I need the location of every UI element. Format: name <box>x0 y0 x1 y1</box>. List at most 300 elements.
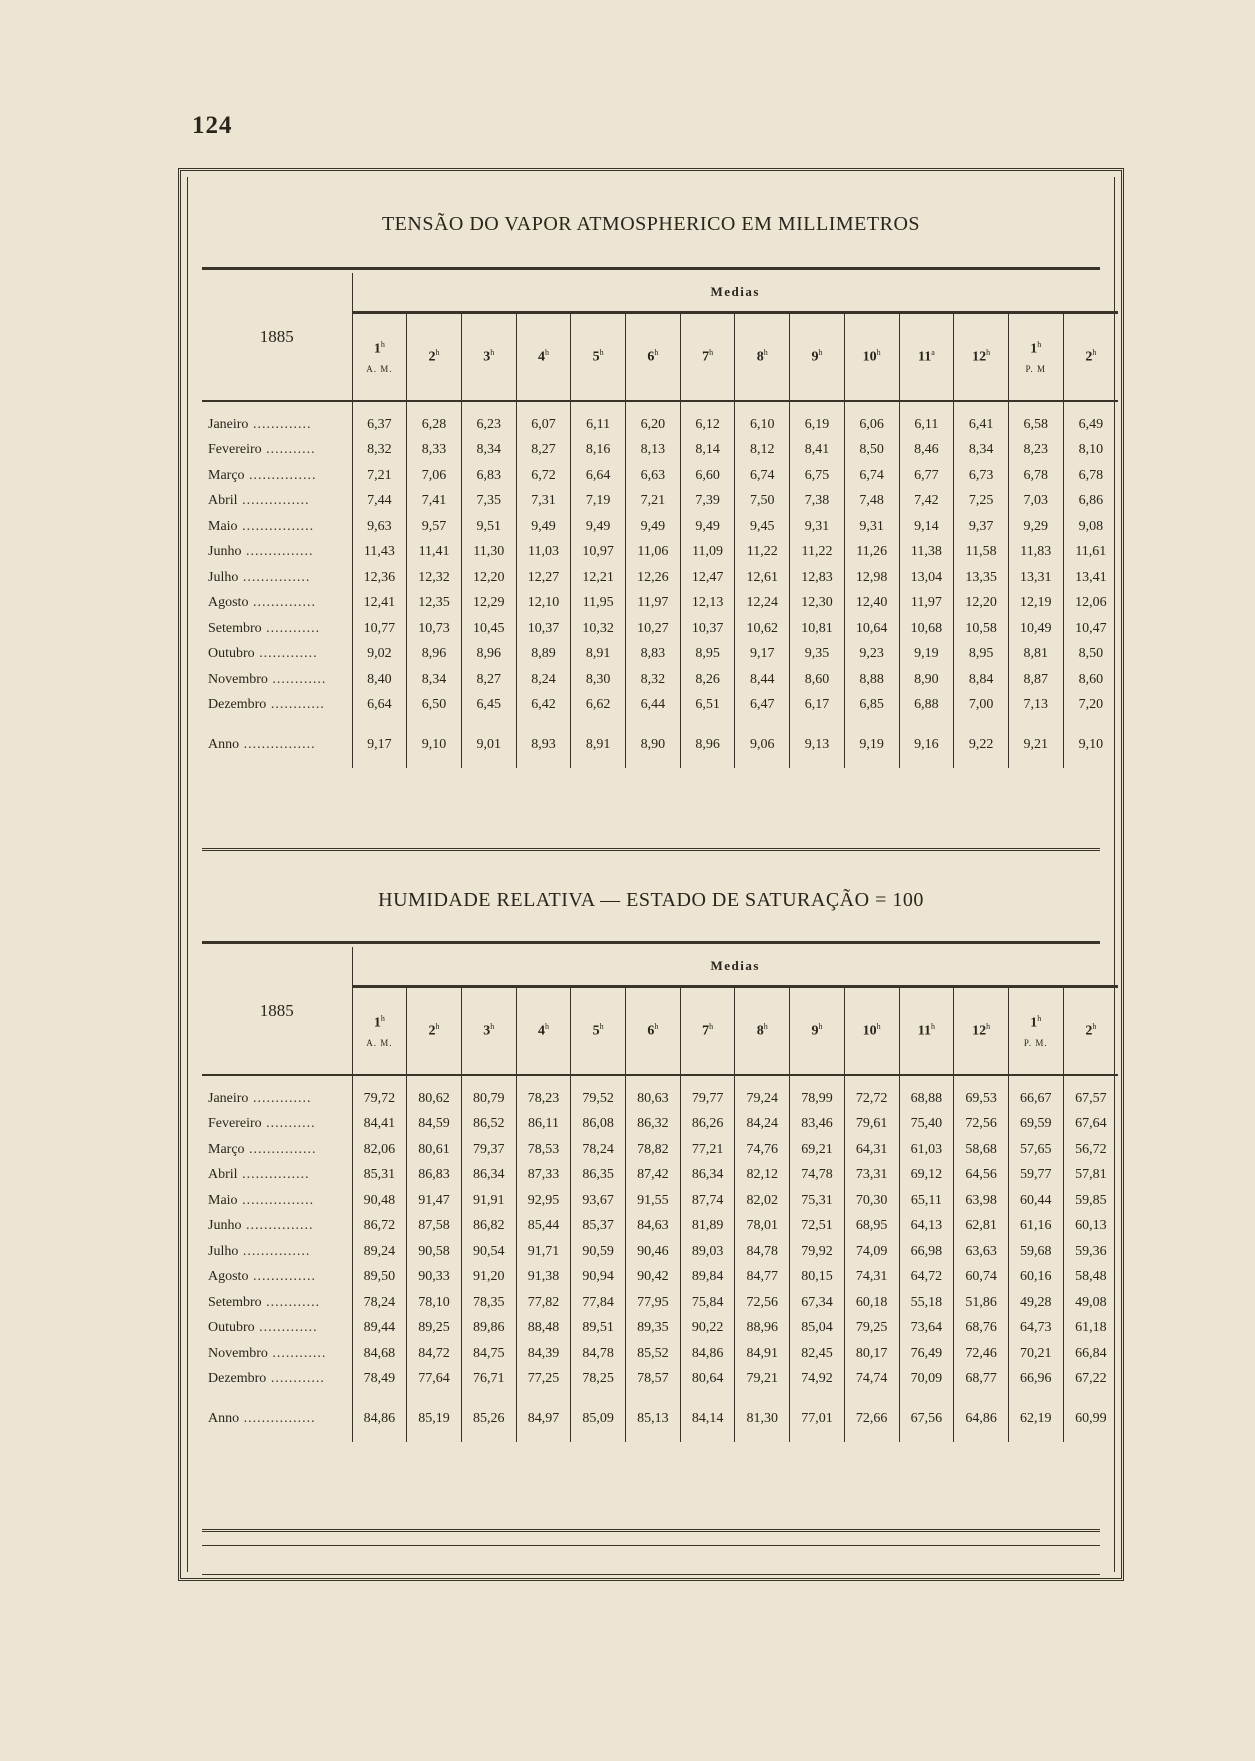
table-cell: 6,78 <box>1078 467 1104 483</box>
table-cell: 58,48 <box>1075 1269 1107 1285</box>
hour-superscript: h <box>599 1022 604 1032</box>
table-cell: 9,19 <box>844 718 899 768</box>
table-cell: 72,46 <box>954 1341 1009 1367</box>
table-cell: 7,38 <box>790 489 845 515</box>
table-cell: 11,30 <box>461 540 516 566</box>
humidity-hour-header <box>899 987 954 1076</box>
table-cell: 74,74 <box>844 1367 899 1393</box>
month-name: Julho <box>208 569 239 585</box>
hour-superscript: h <box>986 1022 991 1032</box>
table-cell: 88,96 <box>735 1316 790 1342</box>
month-name: Outubro <box>208 646 255 662</box>
hour-superscript: h <box>435 348 440 358</box>
month-name: Abril <box>208 1167 238 1183</box>
table-cell: 6,73 <box>954 463 1009 489</box>
hour-superscript: h <box>931 1022 935 1032</box>
month-label <box>202 1137 352 1163</box>
table-cell: 89,03 <box>680 1239 735 1265</box>
vapor-hour-header <box>1008 313 1063 402</box>
table-cell: 75,40 <box>899 1112 954 1138</box>
table-cell: 13,35 <box>954 565 1009 591</box>
table-cell: 12,98 <box>844 565 899 591</box>
month-label <box>202 1163 352 1189</box>
month-name: Dezembro <box>208 697 267 713</box>
table-cell: 87,42 <box>626 1163 681 1189</box>
hour-number: 1 <box>1030 341 1038 357</box>
table-cell: 7,20 <box>1078 697 1104 713</box>
table-cell: 78,57 <box>626 1367 681 1393</box>
table-cell: 8,33 <box>407 438 462 464</box>
hour-superscript: h <box>818 348 823 358</box>
table-cell: 77,82 <box>516 1290 571 1316</box>
table-cell: 84,41 <box>352 1112 407 1138</box>
humidity-hour-header <box>571 987 626 1076</box>
humidity-hour-header <box>680 987 735 1076</box>
table-cell: 91,20 <box>461 1265 516 1291</box>
table-cell: 84,39 <box>516 1341 571 1367</box>
leader-dots: ............ <box>267 1345 327 1361</box>
table-cell: 11,83 <box>1008 540 1063 566</box>
month-name: Setembro <box>208 1294 262 1310</box>
table-cell: 12,21 <box>571 565 626 591</box>
hour-superscript: h <box>1037 1014 1042 1024</box>
table-cell: 89,35 <box>626 1316 681 1342</box>
vapor-row <box>202 489 1118 515</box>
vapor-row <box>202 693 1118 719</box>
month-label <box>202 642 352 668</box>
humidity-row <box>202 1112 1118 1138</box>
table-cell: 9,06 <box>735 718 790 768</box>
table-cell: 88,48 <box>516 1316 571 1342</box>
table-cell: 78,82 <box>626 1137 681 1163</box>
table-cell: 83,46 <box>790 1112 845 1138</box>
table-cell: 9,22 <box>954 718 1009 768</box>
table-cell: 90,94 <box>571 1265 626 1291</box>
table-cell: 11,97 <box>899 591 954 617</box>
leader-dots: ............... <box>238 569 311 585</box>
table-cell: 68,77 <box>954 1367 1009 1393</box>
table-cell: 7,44 <box>352 489 407 515</box>
table-cell: 8,13 <box>626 438 681 464</box>
hour-number: 8 <box>756 349 764 365</box>
table-cell: 9,57 <box>407 514 462 540</box>
table-cell: 91,55 <box>626 1188 681 1214</box>
table-cell: 10,47 <box>1075 620 1107 636</box>
table-cell: 8,89 <box>516 642 571 668</box>
table-cell: 78,24 <box>571 1137 626 1163</box>
hour-superscript: h <box>709 1022 714 1032</box>
leader-dots: ............... <box>244 1141 317 1157</box>
leader-dots: ............... <box>238 1243 311 1259</box>
table-cell: 77,01 <box>790 1392 845 1442</box>
table-cell: 10,68 <box>899 616 954 642</box>
table-cell: 69,53 <box>954 1075 1009 1112</box>
table-cell: 13,31 <box>1008 565 1063 591</box>
month-label <box>202 514 352 540</box>
table-cell: 12,83 <box>790 565 845 591</box>
table-cell: 84,77 <box>735 1265 790 1291</box>
table-cell: 6,44 <box>626 693 681 719</box>
hour-superscript: h <box>380 340 385 350</box>
vapor-hour-header <box>680 313 735 402</box>
table-cell: 11,26 <box>844 540 899 566</box>
table-cell: 87,74 <box>680 1188 735 1214</box>
hour-number: 3 <box>483 1023 491 1039</box>
table-cell: 12,35 <box>407 591 462 617</box>
month-label <box>202 1392 352 1442</box>
table-cell: 10,37 <box>680 616 735 642</box>
table-cell: 8,84 <box>954 667 1009 693</box>
vapor-row <box>202 514 1118 540</box>
table-cell: 66,96 <box>1008 1367 1063 1393</box>
table-cell: 12,40 <box>844 591 899 617</box>
leader-dots: ........... <box>261 442 316 458</box>
humidity-hour-header <box>844 987 899 1076</box>
humidity-year: 1885 <box>202 947 352 1075</box>
leader-dots: .............. <box>248 1269 316 1285</box>
vapor-hour-header <box>790 313 845 402</box>
table-cell: 86,32 <box>626 1112 681 1138</box>
month-name: Novembro <box>208 1345 268 1361</box>
table-cell: 81,30 <box>735 1392 790 1442</box>
humidity-hour-header <box>626 987 681 1076</box>
table-cell: 89,24 <box>352 1239 407 1265</box>
table-cell: 64,56 <box>954 1163 1009 1189</box>
hour-superscript: h <box>544 348 549 358</box>
hour-period-label: A. M. <box>366 363 393 374</box>
month-label <box>202 401 352 438</box>
table-cell: 81,89 <box>680 1214 735 1240</box>
table-cell: 6,37 <box>352 401 407 438</box>
table-cell: 6,86 <box>1078 493 1104 509</box>
frame-bottom-band <box>202 1545 1100 1575</box>
table-cell: 79,92 <box>790 1239 845 1265</box>
table-cell: 67,34 <box>790 1290 845 1316</box>
table-cell: 85,19 <box>407 1392 462 1442</box>
humidity-row <box>202 1265 1118 1291</box>
table-cell: 85,44 <box>516 1214 571 1240</box>
table-cell: 8,23 <box>1008 438 1063 464</box>
table-cell: 64,72 <box>899 1265 954 1291</box>
hour-period-label: P. M <box>1025 363 1047 374</box>
table-cell: 68,76 <box>954 1316 1009 1342</box>
table-cell: 7,41 <box>407 489 462 515</box>
table-cell: 84,97 <box>516 1392 571 1442</box>
leader-dots: ............ <box>267 671 327 687</box>
table-cell: 61,16 <box>1008 1214 1063 1240</box>
table-cell: 9,63 <box>352 514 407 540</box>
table-cell: 7,21 <box>352 463 407 489</box>
month-label <box>202 1290 352 1316</box>
table-cell: 6,74 <box>735 463 790 489</box>
table-cell: 63,63 <box>954 1239 1009 1265</box>
table-cell: 6,78 <box>1008 463 1063 489</box>
hour-number: 2 <box>428 349 436 365</box>
table-cell: 84,68 <box>352 1341 407 1367</box>
table-cell: 9,10 <box>1078 736 1104 752</box>
vapor-table-title: TENSÃO DO VAPOR ATMOSPHERICO EM MILLIMETROS <box>381 213 921 235</box>
vapor-row <box>202 616 1118 642</box>
table-cell: 85,04 <box>790 1316 845 1342</box>
table-cell: 8,26 <box>680 667 735 693</box>
table-cell: 85,26 <box>461 1392 516 1442</box>
table-cell: 8,30 <box>571 667 626 693</box>
table-cell: 90,46 <box>626 1239 681 1265</box>
table-cell: 6,58 <box>1008 401 1063 438</box>
table-cell: 8,14 <box>680 438 735 464</box>
table-cell: 12,30 <box>790 591 845 617</box>
table-cell: 8,34 <box>407 667 462 693</box>
humidity-row <box>202 1137 1118 1163</box>
hour-number: 7 <box>702 1023 710 1039</box>
table-cell: 74,92 <box>790 1367 845 1393</box>
month-label <box>202 540 352 566</box>
table-cell: 8,91 <box>571 718 626 768</box>
table-cell: 12,06 <box>1075 595 1107 611</box>
table-cell: 91,38 <box>516 1265 571 1291</box>
table-cell: 70,09 <box>899 1367 954 1393</box>
table-cell: 12,29 <box>461 591 516 617</box>
table-cell: 59,85 <box>1075 1192 1107 1208</box>
table-cell: 10,77 <box>352 616 407 642</box>
table-cell: 74,78 <box>790 1163 845 1189</box>
table-cell: 74,76 <box>735 1137 790 1163</box>
leader-dots: ............. <box>248 416 312 432</box>
table-cell: 12,47 <box>680 565 735 591</box>
table-cell: 6,07 <box>516 401 571 438</box>
table-cell: 8,32 <box>352 438 407 464</box>
hour-superscript: h <box>654 348 659 358</box>
month-label <box>202 438 352 464</box>
leader-dots: ............... <box>241 544 314 560</box>
table-cell: 89,25 <box>407 1316 462 1342</box>
month-label <box>202 463 352 489</box>
table-cell: 12,32 <box>407 565 462 591</box>
table-cell: 9,23 <box>844 642 899 668</box>
vapor-row <box>202 642 1118 668</box>
table-cell: 78,49 <box>352 1367 407 1393</box>
table-cell: 9,02 <box>352 642 407 668</box>
table-cell: 8,34 <box>954 438 1009 464</box>
table-cell: 78,53 <box>516 1137 571 1163</box>
table-cell: 74,09 <box>844 1239 899 1265</box>
table-cell: 66,84 <box>1075 1345 1107 1361</box>
vapor-table-body <box>202 401 1118 768</box>
table-cell: 78,24 <box>352 1290 407 1316</box>
table-cell: 76,49 <box>899 1341 954 1367</box>
humidity-hour-header <box>1063 987 1118 1076</box>
table-cell: 77,95 <box>626 1290 681 1316</box>
table-cell: 9,17 <box>352 718 407 768</box>
table-cell: 69,21 <box>790 1137 845 1163</box>
month-name: Janeiro <box>208 416 249 432</box>
leader-dots: ............ <box>266 1371 325 1387</box>
table-cell: 6,23 <box>461 401 516 438</box>
table-cell: 68,88 <box>899 1075 954 1112</box>
table-cell: 8,81 <box>1008 642 1063 668</box>
table-cell: 79,61 <box>844 1112 899 1138</box>
leader-dots: ............. <box>254 1320 318 1336</box>
hour-number: 11 <box>917 1023 931 1039</box>
table-cell: 10,81 <box>790 616 845 642</box>
table-cell: 78,10 <box>407 1290 462 1316</box>
hour-period-label: A. M. <box>366 1037 393 1048</box>
month-name: Junho <box>208 1218 242 1234</box>
vapor-row <box>202 438 1118 464</box>
table-cell: 12,20 <box>461 565 516 591</box>
table-cell: 66,98 <box>899 1239 954 1265</box>
table-cell: 8,90 <box>626 718 681 768</box>
humidity-hour-header <box>954 987 1009 1076</box>
vapor-row <box>202 463 1118 489</box>
table-cell: 90,48 <box>352 1188 407 1214</box>
table-cell: 84,86 <box>352 1392 407 1442</box>
table-cell: 9,45 <box>735 514 790 540</box>
table-cell: 11,09 <box>680 540 735 566</box>
leader-dots: ................ <box>239 1410 316 1426</box>
table-cell: 57,65 <box>1008 1137 1063 1163</box>
month-name: Abril <box>208 493 238 509</box>
table-cell: 90,54 <box>461 1239 516 1265</box>
month-label <box>202 1214 352 1240</box>
table-cell: 8,16 <box>571 438 626 464</box>
table-cell: 80,64 <box>680 1367 735 1393</box>
month-name: Agosto <box>208 1269 249 1285</box>
humidity-hour-header <box>1008 987 1063 1076</box>
table-cell: 68,95 <box>844 1214 899 1240</box>
table-cell: 6,19 <box>790 401 845 438</box>
table-cell: 8,90 <box>899 667 954 693</box>
table-cell: 6,11 <box>571 401 626 438</box>
table-cell: 11,43 <box>352 540 407 566</box>
month-label <box>202 1265 352 1291</box>
table-cell: 57,81 <box>1075 1167 1107 1183</box>
table-cell: 11,03 <box>516 540 571 566</box>
table-cell: 72,56 <box>954 1112 1009 1138</box>
vapor-row <box>202 565 1118 591</box>
table-cell: 9,31 <box>844 514 899 540</box>
month-name: Anno <box>208 1410 240 1426</box>
table-cell: 9,19 <box>899 642 954 668</box>
humidity-row <box>202 1367 1118 1393</box>
table-cell: 72,51 <box>790 1214 845 1240</box>
table-cell: 84,59 <box>407 1112 462 1138</box>
table-cell: 75,84 <box>680 1290 735 1316</box>
hour-number: 5 <box>592 1023 600 1039</box>
hour-superscript: h <box>490 348 495 358</box>
table-cell: 12,19 <box>1008 591 1063 617</box>
table-cell: 7,42 <box>899 489 954 515</box>
table-cell: 77,21 <box>680 1137 735 1163</box>
hour-superscript: h <box>763 1022 768 1032</box>
table-cell: 7,06 <box>407 463 462 489</box>
table-cell: 70,30 <box>844 1188 899 1214</box>
month-name: Dezembro <box>208 1371 267 1387</box>
hour-number: 1 <box>1030 1015 1038 1031</box>
humidity-table-body <box>202 1075 1118 1442</box>
table-cell: 67,56 <box>899 1392 954 1442</box>
vapor-hour-header <box>954 313 1009 402</box>
table-cell: 9,49 <box>626 514 681 540</box>
table-cell: 11,06 <box>626 540 681 566</box>
hour-superscript: h <box>876 1022 881 1032</box>
table-cell: 6,10 <box>735 401 790 438</box>
humidity-hour-header <box>461 987 516 1076</box>
table-cell: 87,58 <box>407 1214 462 1240</box>
table-cell: 79,77 <box>680 1075 735 1112</box>
table-cell: 6,42 <box>516 693 571 719</box>
month-name: Anno <box>208 736 240 752</box>
hour-number: 9 <box>811 1023 819 1039</box>
table-cell: 60,16 <box>1008 1265 1063 1291</box>
table-cell: 89,44 <box>352 1316 407 1342</box>
vapor-hour-header <box>899 313 954 402</box>
table-cell: 93,67 <box>571 1188 626 1214</box>
table-cell: 78,25 <box>571 1367 626 1393</box>
table-cell: 72,66 <box>844 1392 899 1442</box>
table-cell: 78,99 <box>790 1075 845 1112</box>
humidity-bottom-rule <box>202 1529 1100 1532</box>
table-cell: 86,52 <box>461 1112 516 1138</box>
table-cell: 65,11 <box>899 1188 954 1214</box>
table-cell: 6,72 <box>516 463 571 489</box>
table-cell: 7,03 <box>1008 489 1063 515</box>
month-name: Maio <box>208 518 238 534</box>
table-cell: 89,86 <box>461 1316 516 1342</box>
month-label <box>202 693 352 719</box>
table-cell: 72,56 <box>735 1290 790 1316</box>
table-cell: 8,95 <box>954 642 1009 668</box>
table-cell: 59,68 <box>1008 1239 1063 1265</box>
month-label <box>202 667 352 693</box>
table-cell: 89,84 <box>680 1265 735 1291</box>
hour-superscript: h <box>1092 1022 1097 1032</box>
table-cell: 8,96 <box>407 642 462 668</box>
table-cell: 6,20 <box>626 401 681 438</box>
table-cell: 7,48 <box>844 489 899 515</box>
table-cell: 79,37 <box>461 1137 516 1163</box>
table-cell: 11,22 <box>790 540 845 566</box>
hour-superscript: h <box>986 348 991 358</box>
table-cell: 13,04 <box>899 565 954 591</box>
table-cell: 62,81 <box>954 1214 1009 1240</box>
hour-number: 6 <box>647 1023 655 1039</box>
table-cell: 76,71 <box>461 1367 516 1393</box>
table-cell: 78,35 <box>461 1290 516 1316</box>
table-cell: 82,06 <box>352 1137 407 1163</box>
hour-superscript: h <box>380 1014 385 1024</box>
table-cell: 86,35 <box>571 1163 626 1189</box>
table-cell: 8,95 <box>680 642 735 668</box>
hour-number: 4 <box>537 349 545 365</box>
hour-superscript: h <box>599 348 604 358</box>
month-name: Fevereiro <box>208 442 262 458</box>
table-cell: 7,31 <box>516 489 571 515</box>
table-cell: 12,10 <box>516 591 571 617</box>
humidity-hour-header <box>516 987 571 1076</box>
hour-superscript: h <box>1037 340 1042 350</box>
leader-dots: ............. <box>254 646 318 662</box>
table-cell: 9,51 <box>461 514 516 540</box>
table-cell: 10,27 <box>626 616 681 642</box>
table-cell: 91,71 <box>516 1239 571 1265</box>
table-cell: 6,17 <box>790 693 845 719</box>
table-cell: 82,02 <box>735 1188 790 1214</box>
table-cell: 10,49 <box>1008 616 1063 642</box>
table-cell: 8,44 <box>735 667 790 693</box>
leader-dots: ................ <box>237 518 315 534</box>
vapor-row <box>202 667 1118 693</box>
